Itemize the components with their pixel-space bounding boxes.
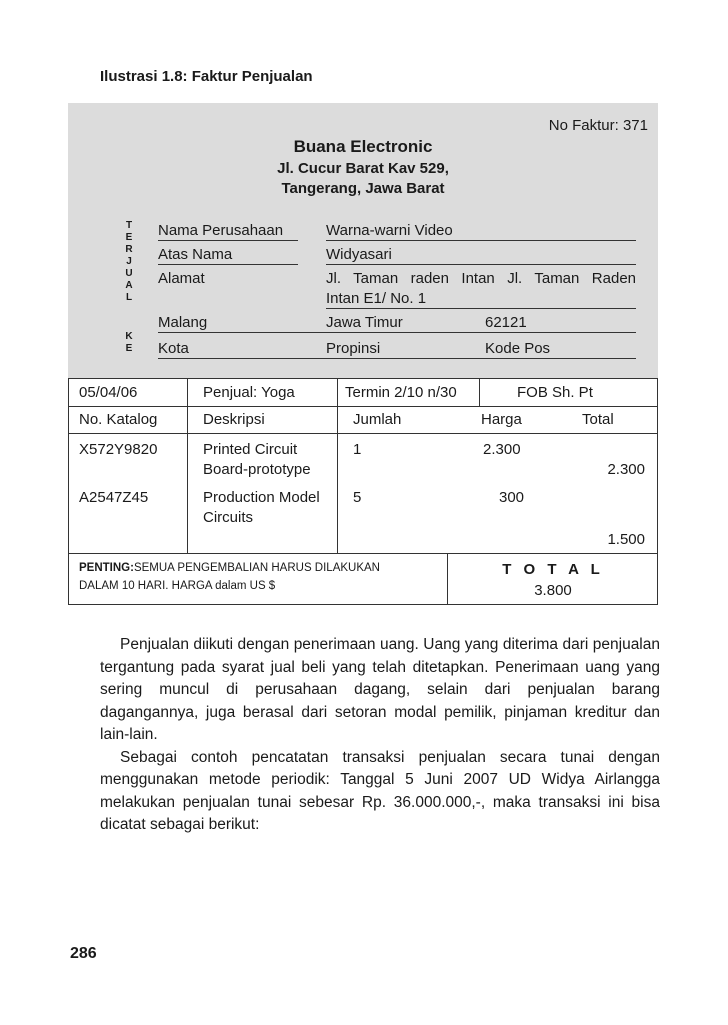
value-nama-perusahaan: Warna-warni Video <box>326 222 453 239</box>
header-total: Total <box>582 411 614 428</box>
company-name: Buana Electronic <box>293 137 433 156</box>
value-propinsi: Jawa Timur <box>326 314 403 331</box>
company-address-line2: Tangerang, Jawa Barat <box>281 180 445 197</box>
label-propinsi: Propinsi <box>326 340 381 357</box>
invoice-note: PENTING:SEMUA PENGEMBALIAN HARUS DILAKUKAN DALAM 10 HARI. HARGA dalam US $ <box>79 562 380 592</box>
item-description-line2: Circuits <box>203 509 254 526</box>
item-catalog: X572Y9820 <box>79 441 158 458</box>
label-atas-nama: Atas Nama <box>158 246 233 263</box>
value-alamat-line1: Jl. Taman raden Intan Jl. Taman Raden <box>326 270 636 287</box>
label-alamat: Alamat <box>158 270 205 287</box>
item-description: Production Model <box>203 489 320 506</box>
vertical-label-terjual: T E R J U A L <box>125 220 133 303</box>
invoice-fob: FOB Sh. Pt <box>517 384 593 401</box>
vertical-label-ke: K E <box>125 331 133 354</box>
item-qty: 5 <box>353 489 362 506</box>
figure-caption: Ilustrasi 1.8: Faktur Penjualan <box>100 68 313 85</box>
invoice-header <box>68 103 658 378</box>
item-total: 2.300 <box>607 461 645 478</box>
invoice-seller: Penjual: Yoga <box>203 384 295 401</box>
total-label: T O T A L <box>502 561 604 578</box>
page-number: 286 <box>70 945 97 962</box>
item-catalog: A2547Z45 <box>79 489 149 506</box>
body-text <box>100 634 660 837</box>
label-kode-pos: Kode Pos <box>485 340 551 357</box>
item-description: Printed Circuit <box>203 441 298 458</box>
invoice-date: 05/04/06 <box>79 384 138 401</box>
header-description: Deskripsi <box>203 411 265 428</box>
value-kode-pos: 62121 <box>485 314 527 331</box>
header-price: Harga <box>481 411 522 428</box>
value-alamat-line2: Intan E1/ No. 1 <box>326 290 427 307</box>
label-kota: Kota <box>158 340 189 357</box>
label-nama-perusahaan: Nama Perusahaan <box>158 222 284 239</box>
item-price: 300 <box>499 489 525 506</box>
invoice-number: No Faktur: 371 <box>548 117 648 134</box>
value-kota: Malang <box>158 314 208 331</box>
paragraph-1: Penjualan diikuti dengan penerimaan uang. Uang yang diterima dari penjualan tergantung pada syarat jual beli yang telah ditetapkan. Penerimaan uang yang sering muncul di perusahaan dagang, selain dari penjualan barang dagangannya, juga berasal dari setoran modal pemilik, pinjaman kreditur dan lain-lain. <box>100 636 660 743</box>
total-value: 3.800 <box>534 582 572 599</box>
item-price: 2.300 <box>483 441 521 458</box>
paragraph-2: Sebagai contoh pencatatan transaksi penjualan secara tunai dengan menggunakan metode periodik: Tanggal 5 Juni 2007 UD Widya Airlangga melakukan penjualan tunai sebesar Rp. 36.000.000,-, maka transaksi ini bisa dicatat sebagai berikut: <box>100 748 660 833</box>
header-catalog: No. Katalog <box>79 411 158 428</box>
invoice-terms: Termin 2/10 n/30 <box>345 384 457 401</box>
item-qty: 1 <box>353 441 362 458</box>
value-atas-nama: Widyasari <box>326 246 392 263</box>
company-address-line1: Jl. Cucur Barat Kav 529, <box>277 160 449 177</box>
item-total: 1.500 <box>607 531 645 548</box>
invoice-table <box>68 378 658 605</box>
item-description-line2: Board-prototype <box>203 461 311 478</box>
header-qty: Jumlah <box>353 411 402 428</box>
